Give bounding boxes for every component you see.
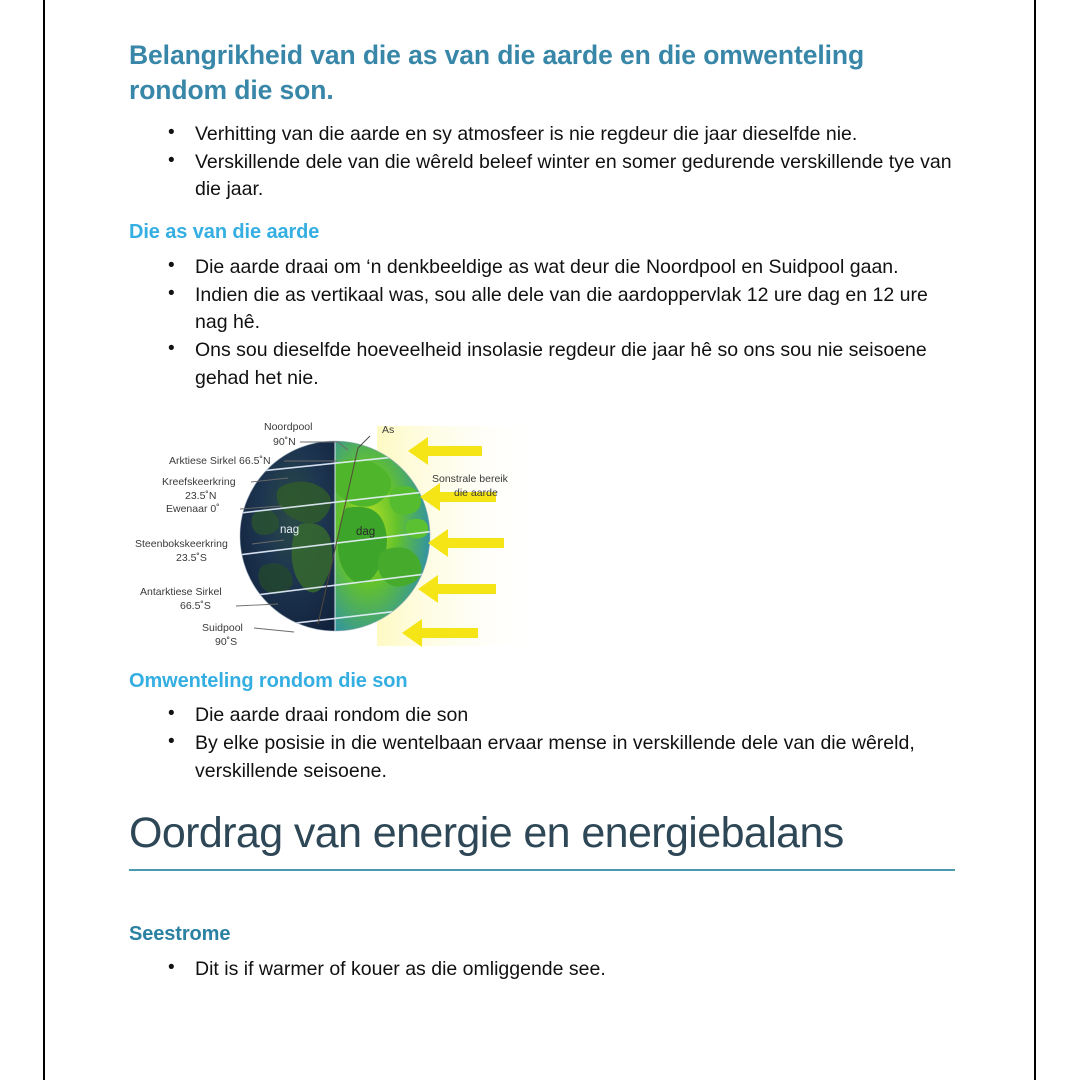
label-night: nag [280, 524, 300, 537]
axis-bullet-list [129, 254, 959, 392]
label-south-pole: Suidpool [202, 622, 243, 635]
list-item: • Die aarde draai om ‘n denkbeeldige as wat deur die Noordpool en Suidpool gaan. [129, 254, 959, 282]
label-axis: As [382, 424, 395, 437]
list-item: • By elke posisie in die wentelbaan ervaar mense in verskillende dele van die wêreld, verskillende seisoene. [129, 730, 959, 785]
label-tropic-capricorn-degrees: 23.5˚S [176, 552, 207, 565]
earth-diagram-svg [132, 416, 542, 654]
section-heading-revolution: Omwenteling rondom die son [129, 670, 408, 693]
label-south-pole-degrees: 90˚S [215, 636, 238, 649]
label-equator: Ewenaar 0˚ [166, 503, 220, 516]
chapter-title: Oordrag van energie en energiebalans [129, 808, 844, 857]
label-tropic-capricorn: Steenbokskeerkring [135, 538, 228, 551]
label-north-pole: Noordpool [264, 421, 313, 434]
label-north-pole-degrees: 90˚N [273, 436, 296, 449]
label-tropic-cancer: Kreefskeerkring [162, 476, 236, 489]
intro-bullet-list [129, 121, 959, 204]
revolution-bullet-list [129, 702, 959, 785]
list-item: • Dit is if warmer of kouer as die omliggende see. [129, 956, 959, 984]
section-heading-currents: Seestrome [129, 922, 231, 945]
list-item: • Die aarde draai rondom die son [129, 702, 959, 730]
list-item: • Ons sou dieselfde hoeveelheid insolasie regdeur die jaar hê so ons sou nie seisoene gehad het nie. [129, 337, 959, 392]
label-arctic-circle: Arktiese Sirkel 66.5˚N [169, 455, 271, 468]
label-day: dag [356, 526, 376, 539]
label-tropic-cancer-degrees: 23.5˚N [185, 490, 217, 503]
list-item: • Verhitting van die aarde en sy atmosfeer is nie regdeur die jaar dieselfde nie. [129, 121, 959, 149]
list-item: • Verskillende dele van die wêreld beleef winter en somer gedurende verskillende tye van die jaar. [129, 149, 959, 204]
list-item: • Indien die as vertikaal was, sou alle dele van die aardoppervlak 12 ure dag en 12 ure nag hê. [129, 282, 959, 337]
document-content [129, 0, 959, 984]
page-title: Belangrikheid van die as van die aarde en die omwenteling rondom die son. [129, 40, 865, 105]
currents-bullet-list [129, 956, 959, 984]
section-heading-axis: Die as van die aarde [129, 221, 320, 243]
label-antarctic-circle: Antarktiese Sirkel [140, 586, 222, 599]
label-antarctic-circle-degrees: 66.5˚S [180, 600, 211, 613]
label-sunrays-line2: die aarde [454, 487, 498, 500]
label-sunrays-line1: Sonstrale bereik [432, 473, 508, 486]
page-border-left [43, 0, 45, 1080]
page-border-right [1034, 0, 1036, 1080]
earth-axis-diagram [132, 416, 542, 654]
